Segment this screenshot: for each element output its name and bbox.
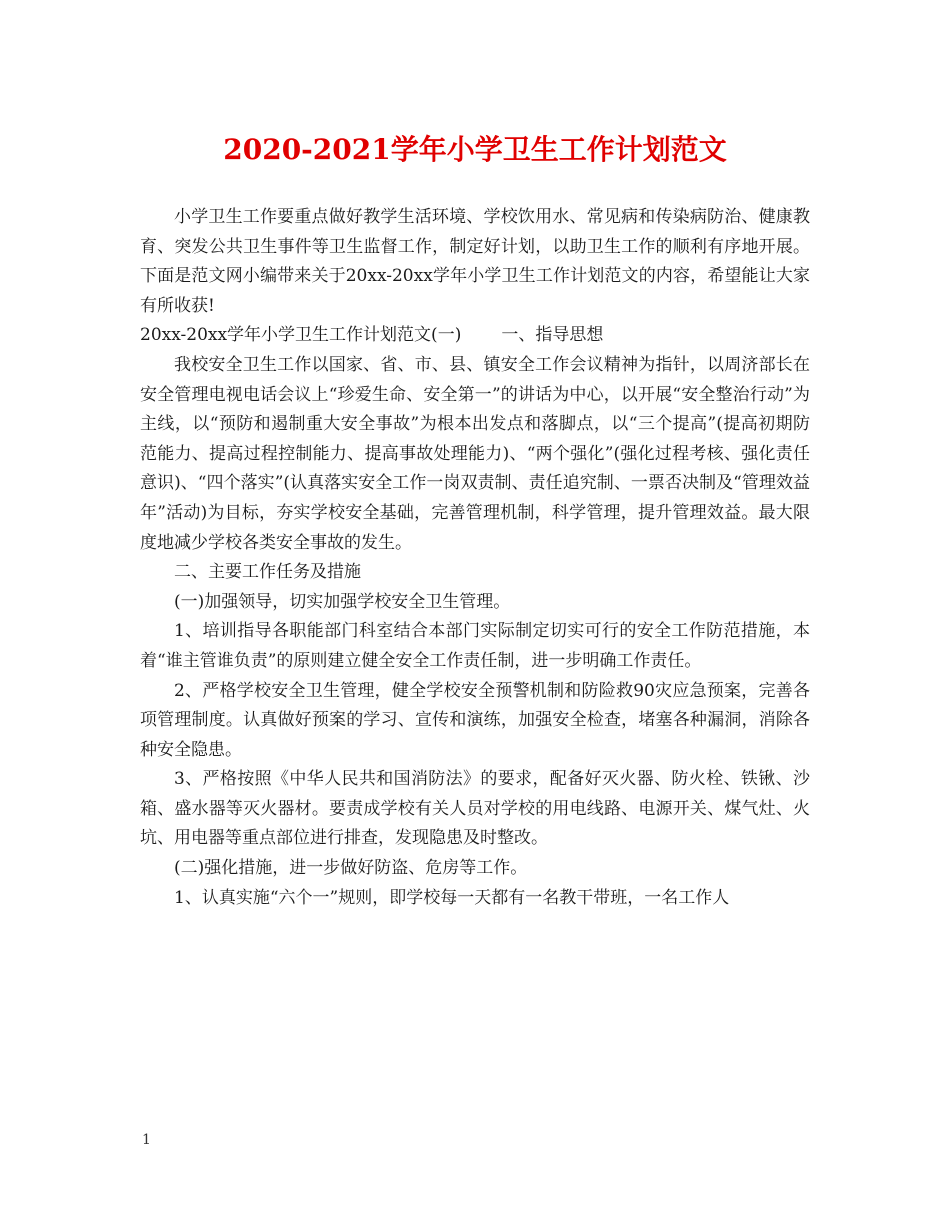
list-item: 2、严格学校安全卫生管理，健全学校安全预警机制和防险救90灾应急预案，完善各项管理制度。认真做好预案的学习、宣传和演练，加强安全检查，堵塞各种漏洞，消除各种安全隐患。 xyxy=(140,680,810,760)
article-heading-line xyxy=(140,321,810,351)
page-number: 1 xyxy=(142,1132,151,1148)
article-heading: 20xx-20xx学年小学卫生工作计划范文(一) xyxy=(140,325,462,346)
intro-paragraph: 小学卫生工作要重点做好教学生活环境、学校饮用水、常见病和传染病防治、健康教育、突发公共卫生事件等卫生监督工作，制定好计划，以助卫生工作的顺利有序地开展。下面是范文网小编带来关于20xx-20xx学年小学卫生工作计划范文的内容，希望能让大家有所收获! xyxy=(140,207,810,316)
list-item: 1、认真实施“六个一”规则，即学校每一天都有一名教干带班，一名工作人 xyxy=(174,887,730,908)
list-item: 3、严格按照《中华人民共和国消防法》的要求，配备好灭火器、防火栓、铁锹、沙箱、盛水器等灭火器材。要责成学校有关人员对学校的用电线路、电源开关、煤气灶、火坑、用电器等重点部位进行排查，发现隐患及时整改。 xyxy=(140,769,810,849)
document-body xyxy=(140,203,810,913)
document-title: 2020-2021学年小学卫生工作计划范文 xyxy=(223,133,727,166)
subsection-heading-measures: (二)强化措施，进一步做好防盗、危房等工作。 xyxy=(174,858,528,879)
subsection-heading-leadership: (一)加强领导，切实加强学校安全卫生管理。 xyxy=(174,591,511,612)
guiding-paragraph: 我校安全卫生工作以国家、省、市、县、镇安全工作会议精神为指针，以周济部长在安全管理电视电话会议上“珍爱生命、安全第一”的讲话为中心，以开展“安全整治行动”为主线，以“预防和遏制重大安全事故”为根本出发点和落脚点，以“三个提高”(提高初期防范能力、提高过程控制能力、提高事故处理能力)、“两个强化”(强化过程考核、强化责任意识)、“四个落实”(认真落实安全工作一岗双责制、责任追究制、一票否决制及“管理效益年”活动)为目标，夯实学校安全基础，完善管理机制，科学管理，提升管理效益。最大限度地减少学校各类安全事故的发生。 xyxy=(140,354,810,553)
section-heading-tasks: 二、主要工作任务及措施 xyxy=(174,562,361,583)
section-heading-guiding: 一、指导思想 xyxy=(501,325,604,346)
list-item: 1、培训指导各职能部门科室结合本部门实际制定切实可行的安全工作防范措施，本着“谁主管谁负责”的原则建立健全安全工作责任制，进一步明确工作责任。 xyxy=(140,621,810,671)
